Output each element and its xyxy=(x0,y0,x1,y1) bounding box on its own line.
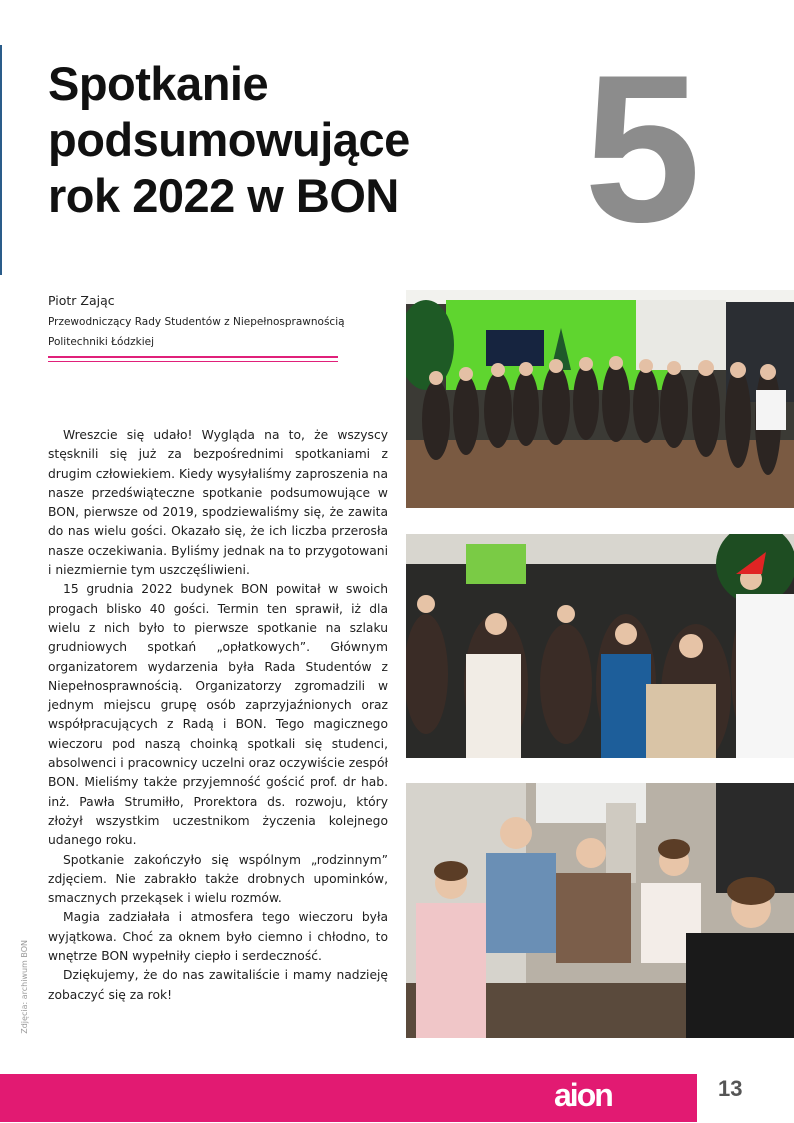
article-paragraph: 15 grudnia 2022 budynek BON powitał w swoich progach blisko 40 gości. Termin ten sprawił, iż dla wielu z nich było to pierwsze spotkanie na szlaku grudniowych spotkań „opłatkowych”. Głównym organizatorem wydarzenia była Rada Studentów z Niepełnosprawnością. Organizatorzy zgromadzili w jednym miejscu grupę osób zaprzyjaźnionych oraz współpracujących z Radą i BON. Tego magicznego wieczoru pod naszą choinką spotkali się studenci, absolwenci i pracownicy uczelni oraz oczywiście zespół BON. Mieliśmy także przyjemność gościć prof. dr hab. inż. Pawła Strumiłło, Prorektora ds. rozwoju, który złożył wszystkim uczestnikom życzenia kolejnego udanego roku. xyxy=(48,582,388,848)
left-edge-accent xyxy=(0,45,2,275)
article-body xyxy=(48,426,388,1005)
group-photo xyxy=(406,290,794,508)
article-paragraph: Magia zadziałała i atmosfera tego wieczoru była wyjątkowa. Choć za oknem było ciemno i chłodno, to wnętrze BON wypełniły ciepło i serdeczność. xyxy=(48,910,388,964)
article-paragraph: Wreszcie się udało! Wygląda na to, że wszyscy stęsknili się już za bezpośrednimi spotkaniami z drugim człowiekiem. Kiedy wysyłaliśmy zaproszenia na nasze przedświąteczne spotkanie podsumowujące w BON, pierwsze od 2019, spodziewaliśmy się, że zawita do nas wielu gości. Okazało się, że ich liczba przerosła nasze oczekiwania. Byliśmy jednak na to przygotowani i niezmiernie tym uszczęśliwieni. xyxy=(48,428,388,578)
title-line: rok 2022 w BON xyxy=(48,169,399,222)
title-line: Spotkanie xyxy=(48,57,269,110)
photo-credit: Zdjęcia: archiwum BON xyxy=(20,940,29,1034)
magazine-logo: aion xyxy=(554,1077,612,1113)
author-divider xyxy=(48,356,338,362)
page-number: 13 xyxy=(718,1076,743,1101)
article-number: 5 xyxy=(584,31,701,266)
author-name: Piotr Zając xyxy=(48,293,115,308)
author-role-line: Politechniki Łódzkiej xyxy=(48,336,155,348)
smiling-group-photo xyxy=(406,783,794,1038)
author-role-line: Przewodniczący Rady Studentów z Niepełnosprawnością xyxy=(48,316,345,328)
article-paragraph: Dziękujemy, że do nas zawitaliście i mamy nadzieję zobaczyć się za rok! xyxy=(48,968,388,1002)
article-paragraph: Spotkanie zakończyło się wspólnym „rodzinnym” zdjęciem. Nie zabrakło także drobnych upominków, smacznych przekąsek i wielu rozmów. xyxy=(48,852,388,906)
article-title xyxy=(48,56,518,224)
crowd-photo xyxy=(406,534,794,758)
title-line: podsumowujące xyxy=(48,113,410,166)
author-block xyxy=(48,293,348,362)
